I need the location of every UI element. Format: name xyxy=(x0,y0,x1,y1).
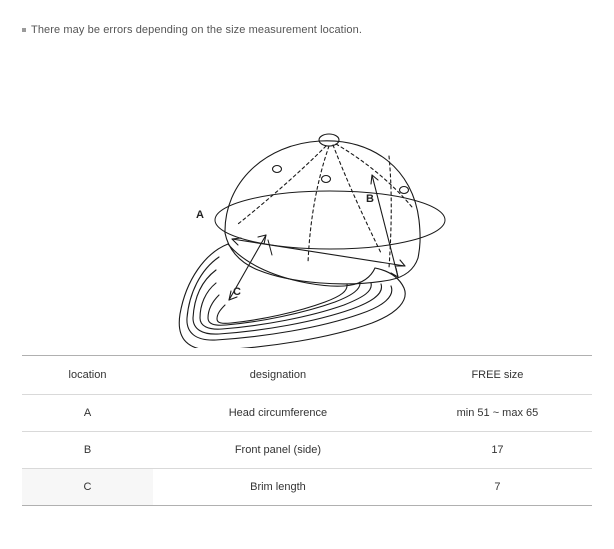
cap-diagram xyxy=(0,48,614,348)
cell-designation: Brim length xyxy=(153,469,403,506)
table-row xyxy=(22,432,592,469)
measurement-note xyxy=(22,24,362,36)
header-free-size: FREE size xyxy=(403,356,592,395)
size-table-body xyxy=(22,395,592,506)
cell-location: A xyxy=(22,395,153,432)
cell-size: 17 xyxy=(403,432,592,469)
cell-location: C xyxy=(22,469,153,506)
diagram-label-c: C xyxy=(233,286,241,298)
cell-size: min 51 ~ max 65 xyxy=(403,395,592,432)
header-designation: designation xyxy=(153,356,403,395)
diagram-label-b: B xyxy=(366,193,374,205)
table-row xyxy=(22,395,592,432)
cell-designation: Front panel (side) xyxy=(153,432,403,469)
cell-designation: Head circumference xyxy=(153,395,403,432)
table-row xyxy=(22,469,592,506)
bullet-icon xyxy=(22,28,26,32)
size-table xyxy=(22,355,592,506)
measurement-note-text: There may be errors depending on the size measurement location. xyxy=(31,24,362,36)
table-header-row xyxy=(22,356,592,395)
cap-illustration-svg xyxy=(0,48,614,348)
size-table-head xyxy=(22,356,592,395)
cell-location: B xyxy=(22,432,153,469)
diagram-label-a: A xyxy=(196,209,204,221)
header-location: location xyxy=(22,356,153,395)
cell-size: 7 xyxy=(403,469,592,506)
